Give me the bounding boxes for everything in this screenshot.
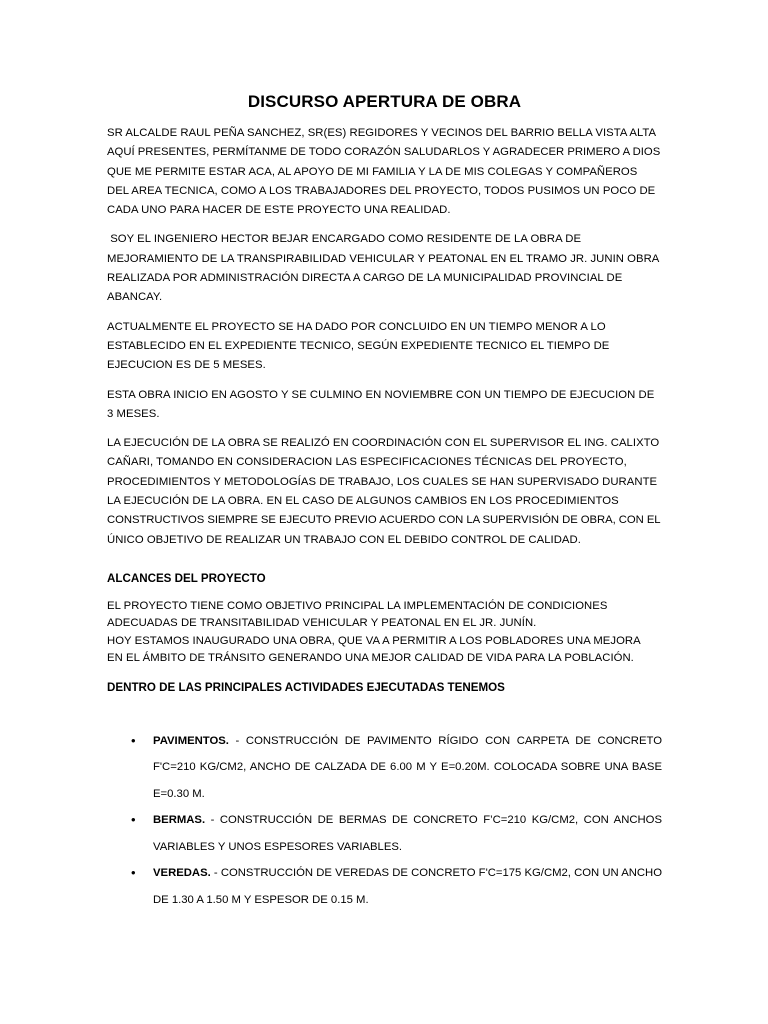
list-item xyxy=(131,807,662,860)
text-line: EJECUCION ES DE 5 MESES. xyxy=(107,359,266,372)
paragraph-introduction xyxy=(107,230,662,307)
section-heading-actividades: DENTRO DE LAS PRINCIPALES ACTIVIDADES EJECUTADAS TENEMOS xyxy=(107,680,505,694)
list-item-term: VEREDAS. xyxy=(153,867,211,880)
text-line: ABANCAY. xyxy=(107,291,163,304)
text-line: ADECUADAS DE TRANSITABILIDAD VEHICULAR Y PEATONAL EN EL JR. JUNÍN. xyxy=(107,617,537,630)
paragraph-status xyxy=(107,318,662,376)
list-item-text: - CONSTRUCCIÓN DE BERMAS DE CONCRETO F’C=210 KG/CM2, CON ANCHOS VARIABLES Y UNOS ESPESORES VARIABLES. xyxy=(153,814,662,853)
bullet-icon: • xyxy=(131,865,136,881)
list-item-text: - CONSTRUCCIÓN DE PAVIMENTO RÍGIDO CON CARPETA DE CONCRETO F'C=210 KG/CM2, ANCHO DE CALZADA DE 6.00 M Y E=0.20M. COLOCADA SOBRE UNA BASE E=0.30 M. xyxy=(153,734,662,800)
text-line: LA EJECUCIÓN DE LA OBRA. EN EL CASO DE ALGUNOS CAMBIOS EN LOS PROCEDIMIENTOS xyxy=(107,495,619,508)
list-item xyxy=(131,728,662,808)
list-item-term: PAVIMENTOS. xyxy=(153,734,229,747)
section-heading-alcances: ALCANCES DEL PROYECTO xyxy=(107,571,266,585)
activities-list xyxy=(131,728,662,914)
bullet-icon: • xyxy=(131,812,136,828)
text-line: SR ALCALDE RAUL PEÑA SANCHEZ, SR(ES) REGIDORES Y VECINOS DEL BARRIO BELLA VISTA ALTA xyxy=(107,127,657,139)
text-line: PROCEDIMIENTOS Y METODOLOGÍAS DE TRABAJO, LOS CUALES SE HAN SUPERVISADO DURANTE xyxy=(107,475,658,488)
text-line: AQUÍ PRESENTES, PERMÍTANME DE TODO CORAZÓN SALUDARLOS Y AGRADECER PRIMERO A DIOS xyxy=(107,146,661,159)
text-line: HOY ESTAMOS INAUGURADO UNA OBRA, QUE VA A PERMITIR A LOS POBLADORES UNA MEJORA xyxy=(107,634,641,647)
paragraph-alcances xyxy=(107,598,662,668)
text-line: EL PROYECTO TIENE COMO OBJETIVO PRINCIPAL LA IMPLEMENTACIÓN DE CONDICIONES xyxy=(107,599,608,612)
document-page xyxy=(107,92,662,913)
text-line: CADA UNO PARA HACER DE ESTE PROYECTO UNA REALIDAD. xyxy=(107,204,451,217)
text-line: ACTUALMENTE EL PROYECTO SE HA DADO POR CONCLUIDO EN UN TIEMPO MENOR A LO xyxy=(107,320,606,333)
paragraph-greeting xyxy=(107,124,662,220)
text-line: DEL AREA TECNICA, COMO A LOS TRABAJADORES DEL PROYECTO, TODOS PUSIMOS UN POCO DE xyxy=(107,184,656,197)
text-line: EN EL ÁMBITO DE TRÁNSITO GENERANDO UNA MEJOR CALIDAD DE VIDA PARA LA POBLACIÓN. xyxy=(107,652,634,665)
text-line: CONSTRUCTIVOS SIEMPRE SE EJECUTO PREVIO ACUERDO CON LA SUPERVISIÓN DE OBRA, CON EL xyxy=(107,514,661,527)
list-item-term: BERMAS. xyxy=(153,814,206,827)
text-line: ESTA OBRA INICIO EN AGOSTO Y SE CULMINO EN NOVIEMBRE CON UN TIEMPO DE EJECUCION DE xyxy=(107,388,655,401)
paragraph-execution xyxy=(107,434,662,550)
list-item-text: - CONSTRUCCIÓN DE VEREDAS DE CONCRETO F'C=175 KG/CM2, CON UN ANCHO DE 1.30 A 1.50 M Y ESPESOR DE 0.15 M. xyxy=(153,867,662,906)
text-line: SOY EL INGENIERO HECTOR BEJAR ENCARGADO COMO RESIDENTE DE LA OBRA DE xyxy=(107,233,582,246)
document-title: DISCURSO APERTURA DE OBRA xyxy=(247,92,522,111)
bullet-icon: • xyxy=(131,732,136,748)
text-line: MEJORAMIENTO DE LA TRANSPIRABILIDAD VEHICULAR Y PEATONAL EN EL TRAMO JR. JUNIN OBRA xyxy=(107,252,660,265)
text-line: ESTABLECIDO EN EL EXPEDIENTE TECNICO, SEGÚN EXPEDIENTE TECNICO EL TIEMPO DE xyxy=(107,339,610,352)
text-line: QUE ME PERMITE ESTAR ACA, AL APOYO DE MI FAMILIA Y LA DE MIS COLEGAS Y COMPAÑEROS xyxy=(107,165,638,178)
list-item xyxy=(131,860,662,913)
text-line: CAÑARI, TOMANDO EN CONSIDERACION LAS ESPECIFICACIONES TÉCNICAS DEL PROYECTO, xyxy=(107,456,627,469)
text-line: LA EJECUCIÓN DE LA OBRA SE REALIZÓ EN COORDINACIÓN CON EL SUPERVISOR EL ING. CALIXTO xyxy=(107,437,660,450)
paragraph-duration xyxy=(107,386,662,425)
text-line: ÚNICO OBJETIVO DE REALIZAR UN TRABAJO CON EL DEBIDO CONTROL DE CALIDAD. xyxy=(107,533,581,546)
text-line: REALIZADA POR ADMINISTRACIÓN DIRECTA A CARGO DE LA MUNICIPALIDAD PROVINCIAL DE xyxy=(107,272,623,285)
text-line: 3 MESES. xyxy=(107,407,160,420)
